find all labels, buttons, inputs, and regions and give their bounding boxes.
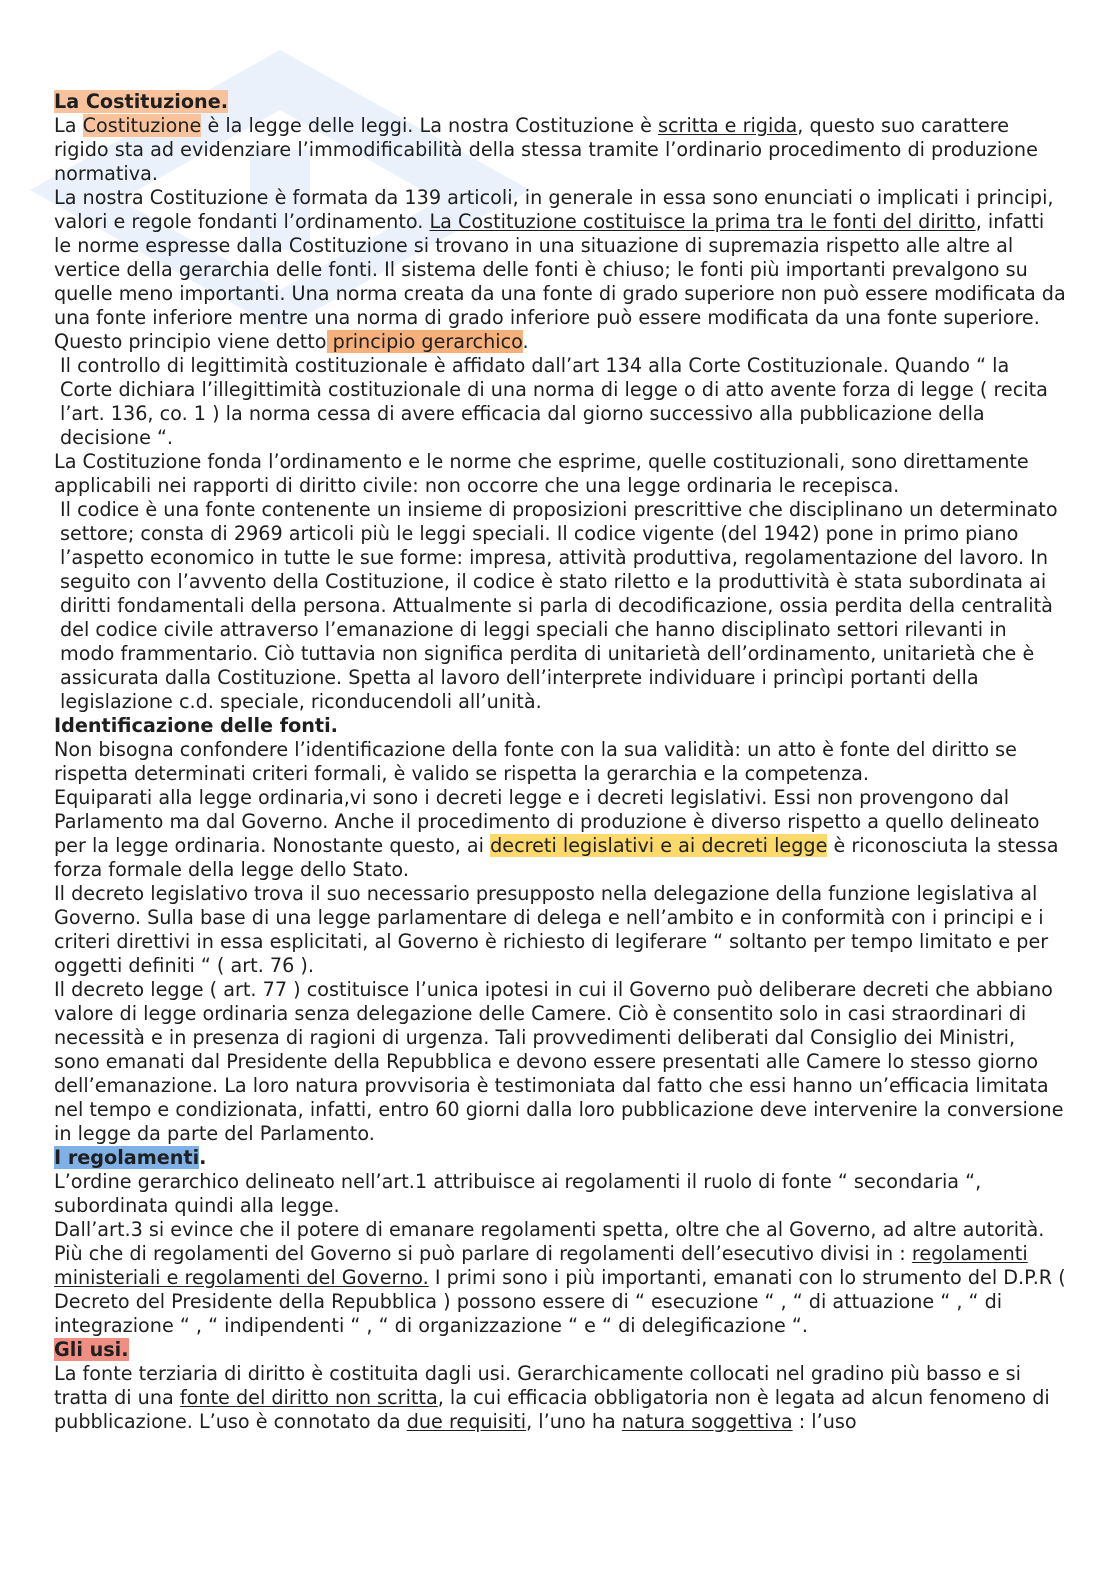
heading-regolamenti: I regolamenti. (54, 1146, 207, 1169)
paragraph-6: Non bisogna confondere l’identificazione della fonte con la sua validità: un atto è fonte del diritto se rispetta determinati criteri formali, è valido se rispetta la gerarchia e la competenza. (54, 738, 1017, 785)
paragraph-11: Dall’art.3 si evince che il potere di emanare regolamenti spetta, oltre che al Governo, ad altre autorità. Più che di regolamenti del Governo si può parlare di regolamenti dell’esecutivo divisi in : regolamenti ministeriali e regolamenti del Governo. I primi sono i più importanti, emanati con lo strumento del D.P.R ( Decreto del Presidente della Repubblica ) possono essere di “ esecuzione “ , “ di attuazione “ , “ di integrazione “ , “ indipendenti “ , “ di organizzazione “ e “ di delegificazione “. (54, 1218, 1066, 1337)
underline-scritta-rigida: scritta e rigida (658, 114, 798, 137)
paragraph-8: Il decreto legislativo trova il suo necessario presupposto nella delegazione della funzione legislativa al Governo. Sulla base di una legge parlamentare di delega e nell’ambito e in conformità con i principi e i criteri direttivi in essa esplicitati, al Governo è richiesto di legiferare “ soltanto per tempo limitato e per oggetti definiti “ ( art. 76 ). (54, 882, 1049, 977)
highlight-costituzione: Costituzione (82, 114, 202, 137)
heading-identificazione: Identificazione delle fonti. (54, 714, 338, 737)
paragraph-12: La fonte terziaria di diritto è costituita dagli usi. Gerarchicamente collocati nel gradino più basso e si tratta di una fonte del diritto non scritta, la cui efficacia obbligatoria non è legata ad alcun fenomeno di pubblicazione. L’uso è connotato da due requisiti, l’uno ha natura soggettiva : l’uso (54, 1362, 1050, 1433)
document-body (54, 90, 1066, 1434)
paragraph-2: La nostra Costituzione è formata da 139 articoli, in generale in essa sono enunciati o implicati i principi, valori e regole fondanti l’ordinamento. La Costituzione costituisce la prima tra le fonti del diritto, infatti le norme espresse dalla Costituzione si trovano in una situazione di supremazia rispetto alle altre al vertice della gerarchia delle fonti. Il sistema delle fonti è chiuso; le fonti più importanti prevalgono su quelle meno importanti. Una norma creata da una fonte di grado superiore non può essere modificata da una fonte inferiore mentre una norma di grado inferiore può essere modificata da una fonte superiore. Questo principio viene detto principio gerarchico. (54, 186, 1066, 353)
paragraph-3: Il controllo di legittimità costituzionale è affidato dall’art 134 alla Corte Costituzionale. Quando “ la Corte dichiara l’illegittimità costituzionale di una norma di legge o di atto avente forza di legge ( recita l’art. 136, co. 1 ) la norma cessa di avere efficacia dal giorno successivo alla pubblicazione della decisione “. (60, 354, 1048, 449)
paragraph-9: Il decreto legge ( art. 77 ) costituisce l’unica ipotesi in cui il Governo può deliberare decreti che abbiano valore di legge ordinaria senza delegazione delle Camere. Ciò è consentito solo in casi straordinari di necessità e in presenza di ragioni di urgenza. Tali provvedimenti deliberati dal Consiglio dei Ministri, sono emanati dal Presidente della Repubblica e devono essere presentati alle Camere lo stesso giorno dell’emanazione. La loro natura provvisoria è testimoniata dal fatto che essi hanno un’efficacia limitata nel tempo e condizionata, infatti, entro 60 giorni dalla loro pubblicazione deve intervenire la conversione in legge da parte del Parlamento. (54, 978, 1064, 1145)
heading-usi: Gli usi. (54, 1338, 129, 1361)
underline-natura-soggettiva: natura soggettiva (621, 1410, 793, 1433)
paragraph-1: La Costituzione è la legge delle leggi. La nostra Costituzione è scritta e rigida, questo suo carattere rigido sta ad evidenziare l’immodificabilità della stessa tramite l’ordinario procedimento di produzione normativa. (54, 114, 1038, 185)
paragraph-4: La Costituzione fonda l’ordinamento e le norme che esprime, quelle costituzionali, sono direttamente applicabili nei rapporti di diritto civile: non occorre che una legge ordinaria le recepisca. (54, 450, 1029, 497)
heading-costituzione: La Costituzione. (54, 90, 229, 113)
underline-prima-fonte: La Costituzione costituisce la prima tra le fonti del diritto (429, 210, 976, 233)
underline-fonte-non-scritta: fonte del diritto non scritta (179, 1386, 438, 1409)
underline-regolamenti: regolamenti ministeriali e regolamenti del Governo. (54, 1242, 1028, 1289)
paragraph-7: Equiparati alla legge ordinaria,vi sono i decreti legge e i decreti legislativi. Essi non provengono dal Parlamento ma dal Governo. Anche il procedimento di produzione è diverso rispetto a quello delineato per la legge ordinaria. Nonostante questo, ai decreti legislativi e ai decreti legge è riconosciuta la stessa forza formale della legge dello Stato. (54, 786, 1059, 881)
underline-due-requisiti: due requisiti (406, 1410, 527, 1433)
highlight-decreti: decreti legislativi e ai decreti legge (490, 834, 828, 857)
highlight-principio-gerarchico: principio gerarchico (326, 330, 523, 353)
paragraph-10: L’ordine gerarchico delineato nell’art.1 attribuisce ai regolamenti il ruolo di fonte “ secondaria “, subordinata quindi alla legge. (54, 1170, 982, 1217)
paragraph-5: Il codice è una fonte contenente un insieme di proposizioni prescrittive che disciplinano un determinato settore; consta di 2969 articoli più le leggi speciali. Il codice vigente (del 1942) pone in primo piano l’aspetto economico in tutte le sue forme: impresa, attività produttiva, regolamentazione del lavoro. In seguito con l’avvento della Costituzione, il codice è stato riletto e la produttività è stata subordinata ai diritti fondamentali della persona. Attualmente si parla di decodificazione, ossia perdita della centralità del codice civile attraverso l’emanazione di leggi speciali che hanno disciplinato settori rilevanti in modo frammentario. Ciò tuttavia non significa perdita di unitarietà dell’ordinamento, unitarietà che è assicurata dalla Costituzione. Spetta al lavoro dell’interprete individuare i princìpi portanti della legislazione c.d. speciale, riconducendoli all’unità. (60, 498, 1058, 713)
